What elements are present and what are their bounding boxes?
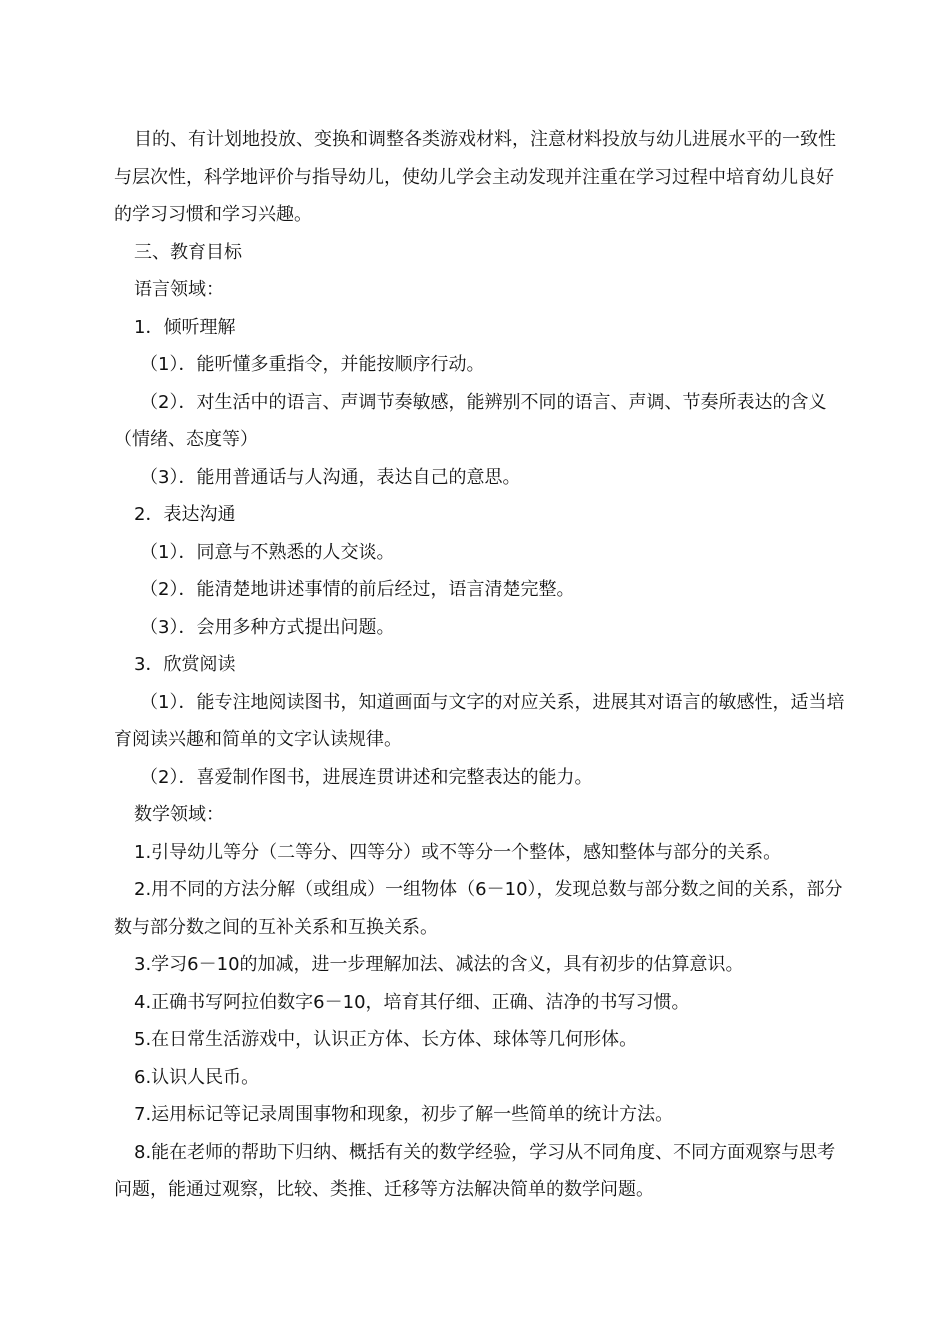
list-item: 6.认识人民币。 — [134, 1066, 260, 1088]
list-item: （2）．能清楚地讲述事情的前后经过，语言清楚完整。 — [140, 579, 575, 600]
list-item: （1）．同意与不熟悉的人交谈。 — [140, 541, 395, 563]
item-heading-expression: 2．表达沟通 — [134, 504, 236, 525]
item-heading-reading: 3．欣赏阅读 — [134, 654, 236, 675]
list-item: 8.能在老师的帮助下归纳、概括有关的数学经验，学习从不同角度、不同方面观察与思考问题，能通过观察，比较、类推、迁移等方法解决简单的数学问题。 — [114, 1141, 836, 1200]
list-item: （2）．对生活中的语言、声调节奏敏感，能辨别不同的语言、声调、节奏所表达的含义（情绪、态度等） — [114, 391, 827, 450]
list-item: 1.引导幼儿等分（二等分、四等分）或不等分一个整体，感知整体与部分的关系。 — [134, 841, 782, 863]
list-item: （1）．能专注地阅读图书，知道画面与文字的对应关系，进展其对语言的敏感性，适当培育阅读兴趣和简单的文字认读规律。 — [114, 691, 845, 750]
list-item: 7.运用标记等记录周围事物和现象，初步了解一些简单的统计方法。 — [134, 1104, 674, 1125]
list-item: 4.正确书写阿拉伯数字6－10，培育其仔细、正确、洁净的书写习惯。 — [134, 991, 690, 1013]
list-item: 2.用不同的方法分解（或组成）一组物体（6－10），发现总数与部分数之间的关系，部分数与部分数之间的互补关系和互换关系。 — [114, 879, 843, 938]
document-page — [114, 121, 846, 1209]
list-item: （1）．能听懂多重指令，并能按顺序行动。 — [140, 354, 485, 375]
subheading-language-domain: 语言领域： — [134, 279, 224, 300]
item-heading-listening: 1．倾听理解 — [134, 316, 236, 338]
section-heading-education-goals: 三、教育目标 — [134, 241, 242, 263]
intro-paragraph: 目的、有计划地投放、变换和调整各类游戏材料，注意材料投放与幼儿进展水平的一致性与层次性，科学地评价与指导幼儿，使幼儿学会主动发现并注重在学习过程中培育幼儿良好的学习习惯和学习兴趣。 — [114, 129, 836, 225]
list-item: 5.在日常生活游戏中，认识正方体、长方体、球体等几何形体。 — [134, 1029, 638, 1050]
list-item: 3.学习6－10的加减，进一步理解加法、减法的含义，具有初步的估算意识。 — [134, 954, 744, 975]
list-item: （3）．会用多种方式提出问题。 — [140, 616, 395, 638]
list-item: （3）．能用普通话与人沟通，表达自己的意思。 — [140, 466, 521, 488]
subheading-math-domain: 数学领域： — [134, 804, 224, 825]
list-item: （2）．喜爱制作图书，进展连贯讲述和完整表达的能力。 — [140, 766, 593, 788]
